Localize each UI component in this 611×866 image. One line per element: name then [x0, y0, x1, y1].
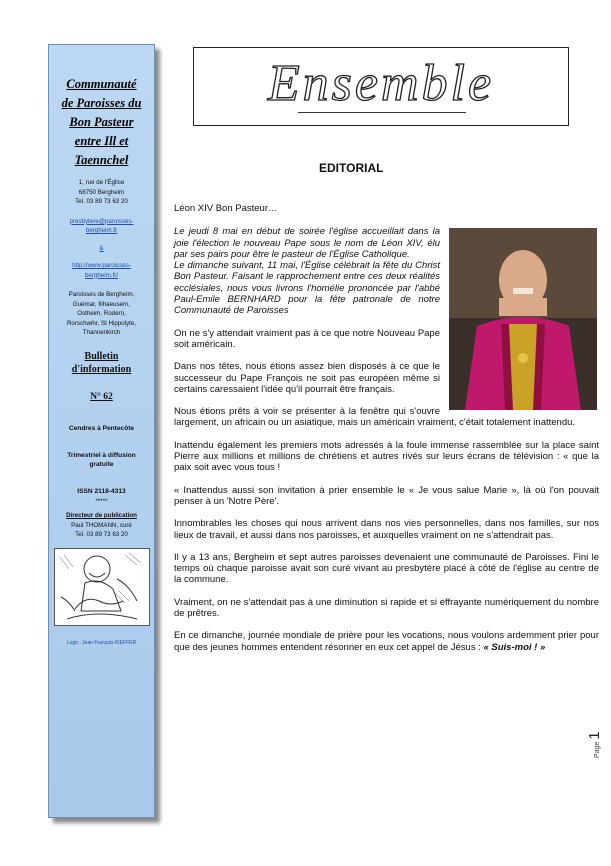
website-link[interactable]: http://www.paroisses- bergheim.fr/	[72, 262, 131, 279]
community-title: Communauté de Paroisses du Bon Pasteur entre Ill et Taennchel	[61, 77, 142, 167]
closing-paragraph: En ce dimanche, journée mondiale de prière pour les vocations, nous voulons ardemment prier pour que des jeunes hommes entendent résonner en eux cet appel de Jésus : « Suis-moi ! »	[174, 630, 599, 653]
pope-photo	[449, 228, 597, 410]
masthead-title: Ensemble	[267, 55, 495, 112]
intro-paragraph-2: Le dimanche suivant, 11 mai, l'Église célébrait la fête du Christ Bon Pasteur. Faisant le rapprochement entre ces deux réalités ecclésiales, nous vous livrons l'homélie prononcée par l'abbé Paul-Emile BERNHARD pour la fête patronale de notre Communauté de Paroisses	[174, 260, 440, 317]
logo-credit: Logo : Jean François KIEFFER	[66, 639, 137, 646]
pope-portrait-icon	[449, 228, 597, 410]
article-body	[174, 203, 599, 664]
issn-text: ISSN 2118-4313	[77, 487, 126, 495]
sidebar-panel	[48, 44, 155, 818]
article-paragraph: Vraiment, on ne s'attendait pas à une diminution si rapide et si effrayante numériquement du nombre de prêtres.	[174, 596, 599, 620]
shepherd-logo-icon	[55, 549, 149, 625]
address-block: 1, rue de l'Église 68750 Bergheim Tel. 03 89 73 63 20	[75, 179, 128, 205]
distribution-text: Trimestriel à diffusion gratuite	[67, 451, 136, 468]
ampersand-text: &	[99, 244, 104, 252]
article-paragraph: Innombrables les choses qui nous arrivent dans nos vies personnelles, dans nos familles, sur nos lieux de travail, et aussi dans nos paroisses, et auxquelles vraiment on ne s'attendrait pas.	[174, 518, 599, 541]
good-shepherd-logo	[54, 548, 150, 626]
parishes-list: Paroisses de Bergheim, Guémar, Illhaeusern, Ostheim, Rodern, Rorschwihr, St Hippolyte, Thannenkirch	[66, 291, 137, 336]
article-paragraph: Nous étions prêts à voir se présenter à la fenêtre qui s'ouvre largement, un africain ou un asiatique, mais un américain vraiment, c'était totalement inattendu.	[174, 406, 576, 429]
issue-number: N° 62	[90, 391, 113, 402]
page-number-label: Page 1	[586, 731, 603, 758]
bulletin-heading: Bulletin d'information	[71, 350, 132, 375]
article-paragraph: Inattendu également les premiers mots adressés à la foule immense rassemblée sur la place saint Pierre aux millions et millions de chrétiens et autres rivés sur leurs écrans de télévision : « que la paix soit avec vous tous !	[174, 439, 599, 474]
period-text: Cendres à Pentecôte	[68, 424, 135, 432]
email-link[interactable]: presbytere@paroisses- bergheim.fr	[69, 217, 134, 234]
director-label: Directeur de publication	[66, 512, 137, 519]
stars-separator: *****	[95, 497, 108, 505]
intro-paragraph: Le jeudi 8 mai en début de soirée l'église accueillait dans la joie l'élection le nouveau Pape sous le nom de Léon XIV, élu par ses pairs pour être le pasteur de l'Église Catholique.	[174, 226, 440, 260]
masthead	[193, 47, 569, 126]
page-number: 1	[586, 731, 603, 740]
article-paragraph: On ne s'y attendait vraiment pas à ce que notre Nouveau Pape soit américain.	[174, 327, 440, 350]
article-paragraph: « Inattendus aussi son invitation à prier ensemble le « Je vous salue Marie », là où l'on pouvait penser à un 'Notre Père'.	[174, 484, 599, 507]
masthead-underline	[298, 112, 466, 113]
editorial-heading: EDITORIAL	[319, 161, 384, 175]
article-paragraph: Il y a 13 ans, Bergheim et sept autres paroisses devenaient une communauté de Paroisses. Fini le temps où chaque paroisse avait son curé vivant au presbytère placé à côté de l'église au centre de la commune.	[174, 551, 599, 586]
article-paragraph: Dans nos têtes, nous étions assez bien disposés à ce que le successeur du Pape François ne soit pas européen même si certains caressaient l'idée qu'il pourrait être français.	[174, 361, 440, 395]
director-info: Paul THOMANN, curé Tel. 03 89 73 63 20	[71, 521, 132, 538]
closing-quote: « Suis-moi ! »	[483, 641, 546, 653]
article-lead: Léon XIV Bon Pasteur…	[174, 203, 278, 214]
